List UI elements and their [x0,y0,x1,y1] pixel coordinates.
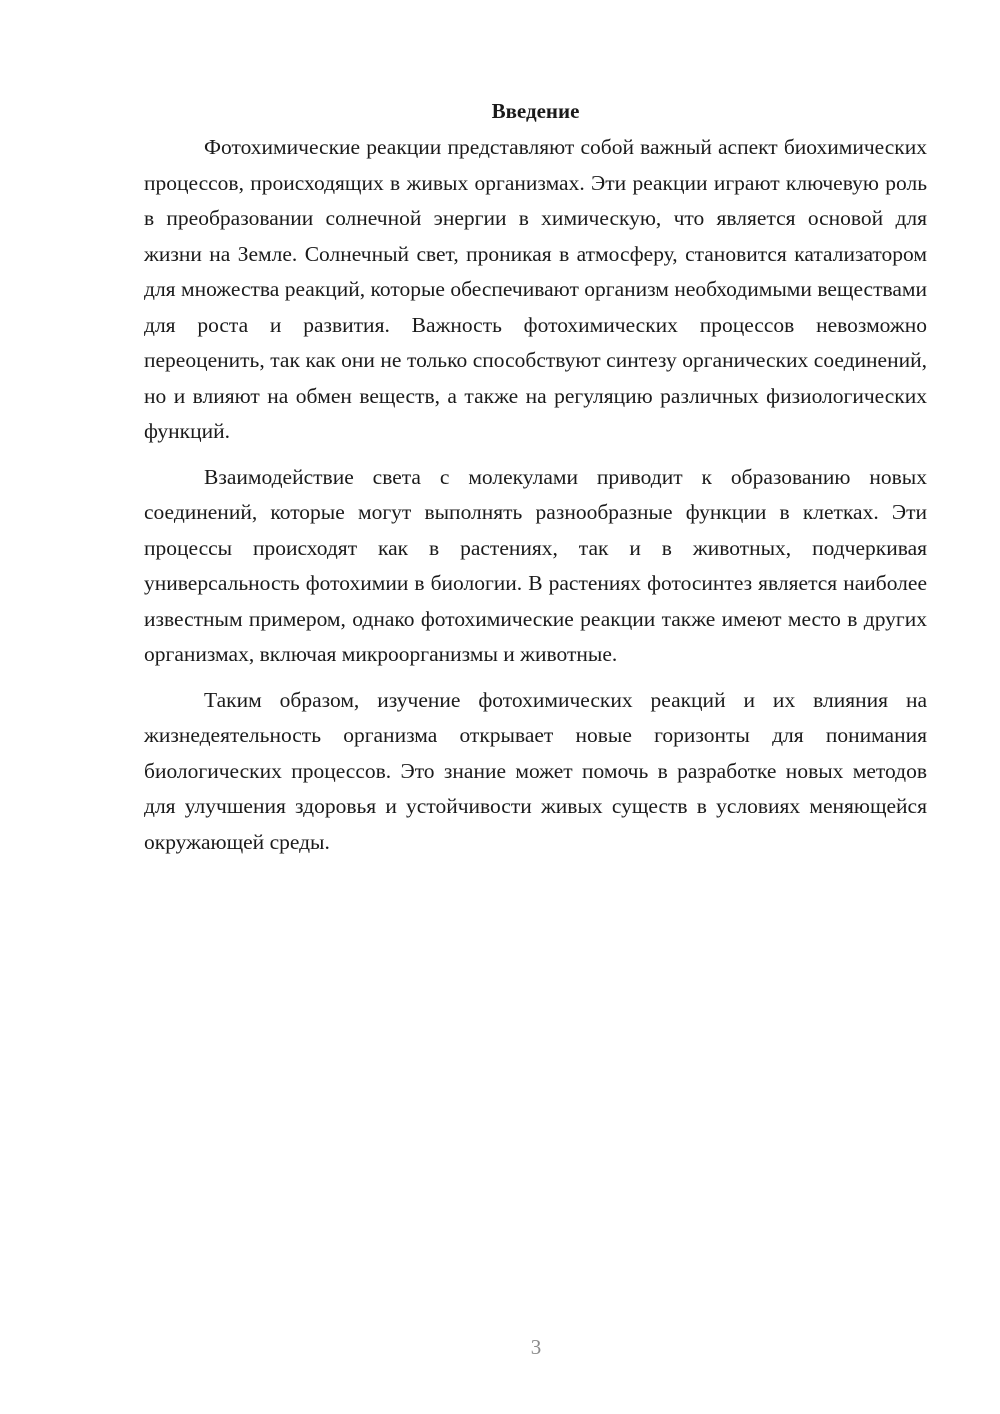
paragraph-1: Фотохимические реакции представляют собой важный аспект биохимических процессов, происходящих в живых организмах. Эти реакции играют ключевую роль в преобразовании солнечной энергии в химическую, что является основой для жизни на Земле. Солнечный свет, проникая в атмосферу, становится катализатором для множества реакций, которые обеспечивают организм необходимыми веществами для роста и развития. Важность фотохимических процессов невозможно переоценить, так как они не только способствуют синтезу органических соединений, но и влияют на обмен веществ, а также на регуляцию различных физиологических функций. [144,135,927,443]
page-number: 3 [530,1335,542,1359]
section-heading: Введение [491,99,580,123]
paragraph-3: Таким образом, изучение фотохимических реакций и их влияния на жизнедеятельность организма открывает новые горизонты для понимания биологических процессов. Это знание может помочь в разработке новых методов для улучшения здоровья и устойчивости живых существ в условиях меняющейся окружающей среды. [144,687,927,854]
page-content [144,96,927,870]
paragraph-2: Взаимодействие света с молекулами приводит к образованию новых соединений, которые могут выполнять разнообразные функции в клетках. Эти процессы происходят как в растениях, так и в животных, подчеркивая универсальность фотохимии в биологии. В растениях фотосинтез является наиболее известным примером, однако фотохимические реакции также имеют место в других организмах, включая микроорганизмы и животные. [144,464,927,666]
